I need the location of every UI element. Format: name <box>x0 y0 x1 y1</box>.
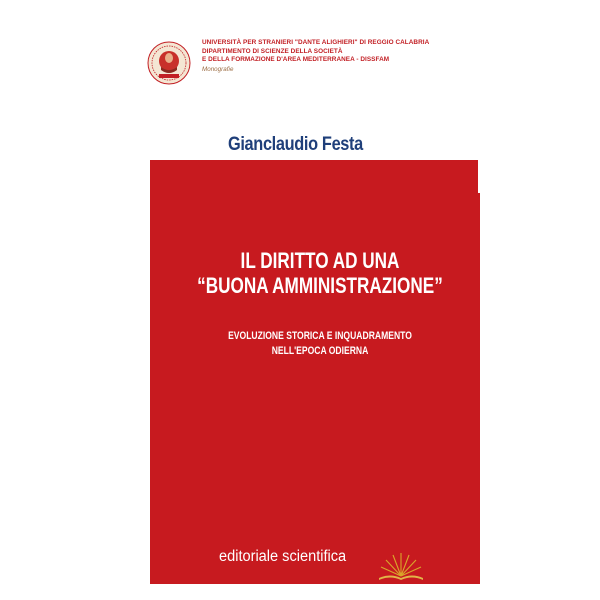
header-line: E DELLA FORMAZIONE D'AREA MEDITERRANEA - DISSFAM <box>202 56 390 64</box>
book-title <box>160 248 480 298</box>
red-title-panel <box>150 163 480 584</box>
university-seal-icon <box>147 41 191 85</box>
subtitle-line: EVOLUZIONE STORICA E INQUADRAMENTO <box>228 330 412 342</box>
header-line: DIPARTIMENTO DI SCIENZE DELLA SOCIETÀ <box>202 47 343 55</box>
publisher-name: editoriale scientifica <box>219 548 347 565</box>
book-cover <box>120 16 480 584</box>
title-line: “BUONA AMMINISTRAZIONE” <box>197 273 443 298</box>
series-label: Monografie <box>202 65 234 73</box>
open-book-rays-icon <box>375 549 427 583</box>
subtitle-line: NELL'EPOCA ODIERNA <box>271 345 369 357</box>
header-line: UNIVERSITÀ PER STRANIERI "DANTE ALIGHIERI" DI REGGIO CALABRIA <box>202 39 430 46</box>
book-subtitle <box>160 329 480 359</box>
title-line: IL DIRITTO AD UNA <box>240 248 400 273</box>
author-name: Gianclaudio Festa <box>228 134 363 155</box>
institution-header <box>202 39 472 74</box>
